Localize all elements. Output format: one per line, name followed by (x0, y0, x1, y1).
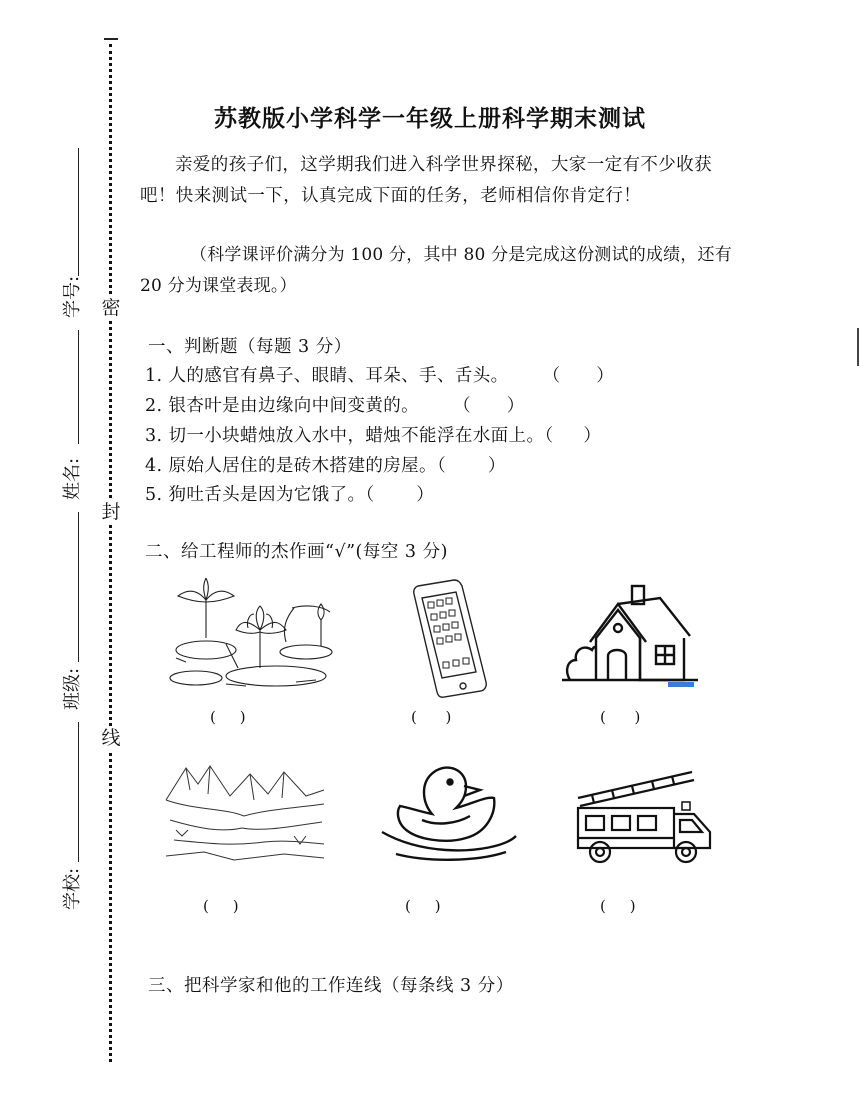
section2-heading: 二、给工程师的杰作画“√”(每空 3 分) (145, 542, 448, 562)
question-4-text: 4. 原始人居住的是砖木搭建的房屋。 (145, 456, 437, 476)
question-4 (145, 452, 506, 477)
page-edge-mark (857, 328, 859, 366)
page-title: 苏教版小学科学一年级上册科学期末测试 (214, 106, 646, 132)
class-line[interactable] (78, 512, 79, 662)
fire-truck-icon (572, 764, 720, 872)
question-2-text: 2. 银杏叶是由边缘向中间变黄的。 (145, 396, 420, 416)
question-3-text: 3. 切一小块蜡烛放入水中，蜡烛不能浮在水面上。 (145, 426, 545, 446)
score-note: （科学课评价满分为 100 分，其中 80 分是完成这份测试的成绩，还有 20 分为课堂表现。） (140, 245, 732, 296)
section3-heading: 三、把科学家和他的工作连线（每条线 3 分） (148, 976, 514, 996)
name-line[interactable] (78, 330, 79, 444)
seal-char-feng: 封 (99, 500, 123, 524)
question-1-answer-blank[interactable]: （ ） (542, 366, 615, 386)
question-1-text: 1. 人的感官有鼻子、眼睛、耳朵、手、舌头。 (145, 366, 509, 386)
image-6-answer-blank[interactable]: ( ) (600, 897, 636, 915)
image-5-answer-blank[interactable]: ( ) (405, 897, 441, 915)
image-1-answer-blank[interactable]: ( ) (210, 708, 246, 726)
mountains-lake-icon (164, 760, 326, 870)
question-4-answer-blank[interactable]: （ ） (436, 456, 506, 476)
section1-heading: 一、判断题（每题 3 分） (148, 337, 352, 357)
image-2-answer-blank[interactable]: ( ) (411, 708, 452, 726)
image-3-answer-blank[interactable]: ( ) (600, 708, 641, 726)
house-icon (560, 580, 700, 690)
question-5-text: 5. 狗吐舌头是因为它饿了。 (145, 485, 366, 505)
question-3-answer-blank[interactable]: （ ） (544, 426, 602, 446)
student-id-label: 学号: (62, 275, 83, 318)
school-line[interactable] (78, 722, 79, 862)
class-label: 班级: (62, 667, 83, 710)
image-4-answer-blank[interactable]: ( ) (203, 897, 239, 915)
seal-char-xian: 线 (99, 726, 123, 750)
duck-icon (376, 752, 524, 872)
binding-dotted-line (109, 44, 112, 1062)
question-1 (145, 362, 614, 387)
question-2-answer-blank[interactable]: （ ） (453, 396, 525, 416)
name-label: 姓名: (62, 457, 83, 500)
question-5-answer-blank[interactable]: （ ） (365, 485, 435, 505)
binding-top-mark (104, 38, 118, 40)
seal-char-mi: 密 (99, 296, 123, 320)
question-2 (145, 392, 525, 417)
lotus-pond-icon (166, 578, 338, 693)
student-id-line[interactable] (78, 148, 79, 276)
intro-paragraph: 亲爱的孩子们，这学期我们进入科学世界探秘，大家一定有不少收获吧！快来测试一下，认真完成下面的任务，老师相信你肯定行！ (140, 155, 712, 206)
school-label: 学校: (62, 867, 83, 910)
question-3 (145, 422, 601, 447)
question-5 (145, 481, 434, 506)
mobile-phone-icon (410, 578, 490, 698)
